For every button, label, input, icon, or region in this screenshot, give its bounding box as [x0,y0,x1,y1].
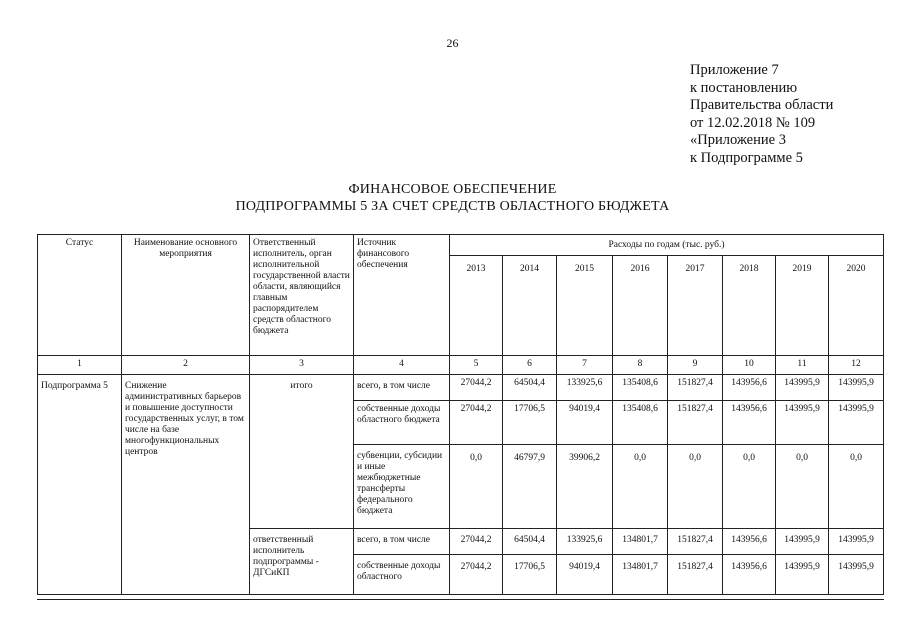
executor-cell: итого [250,375,354,529]
value-cell: 0,0 [668,445,723,529]
value-cell: 143995,9 [776,401,829,445]
header-executor: Ответственный исполнитель, орган исполнительной государственной власти области, являющийся главным распорядителем средств областного бюджета [250,235,354,356]
value-cell: 0,0 [723,445,776,529]
value-cell: 17706,5 [503,401,557,445]
value-cell: 143995,9 [829,529,884,555]
value-cell: 39906,2 [557,445,613,529]
column-number: 8 [613,356,668,375]
header-expenses: Расходы по годам (тыс. руб.) [450,235,884,256]
table-bottom-edge [37,599,884,600]
column-number: 5 [450,356,503,375]
header-year: 2020 [829,256,884,356]
header-year: 2018 [723,256,776,356]
column-number: 9 [668,356,723,375]
appendix-line: «Приложение 3 [690,132,786,148]
value-cell: 0,0 [613,445,668,529]
header-year: 2017 [668,256,723,356]
column-number: 12 [829,356,884,375]
status-cell: Подпрограмма 5 [38,375,122,595]
value-cell: 134801,7 [613,555,668,595]
value-cell: 135408,6 [613,375,668,401]
value-cell: 143956,6 [723,375,776,401]
value-cell: 0,0 [829,445,884,529]
value-cell: 143956,6 [723,555,776,595]
header-year: 2015 [557,256,613,356]
column-number: 10 [723,356,776,375]
value-cell: 27044,2 [450,555,503,595]
value-cell: 133925,6 [557,529,613,555]
value-cell: 17706,5 [503,555,557,595]
value-cell: 64504,4 [503,529,557,555]
page-number: 26 [446,36,459,50]
value-cell: 135408,6 [613,401,668,445]
column-number: 11 [776,356,829,375]
column-number: 3 [250,356,354,375]
finance-table [37,234,884,595]
column-number: 1 [38,356,122,375]
header-year: 2014 [503,256,557,356]
table-row [38,375,884,401]
header-year: 2019 [776,256,829,356]
value-cell: 0,0 [776,445,829,529]
value-cell: 143995,9 [829,401,884,445]
source-cell: собственные доходы областного бюджета [354,401,450,445]
title-line-1: ФИНАНСОВОЕ ОБЕСПЕЧЕНИЕ [348,182,557,197]
value-cell: 94019,4 [557,555,613,595]
title-line-2: ПОДПРОГРАММЫ 5 ЗА СЧЕТ СРЕДСТВ ОБЛАСТНОГО БЮДЖЕТА [235,199,670,214]
source-cell: всего, в том числе [354,529,450,555]
executor-cell: ответственный исполнитель подпрограммы - ДГСиКП [250,529,354,595]
value-cell: 151827,4 [668,375,723,401]
value-cell: 143995,9 [829,375,884,401]
value-cell: 27044,2 [450,401,503,445]
document-title [0,181,905,215]
page-bottom-mask [0,600,905,640]
column-number: 7 [557,356,613,375]
value-cell: 151827,4 [668,555,723,595]
appendix-block [690,62,833,167]
value-cell: 27044,2 [450,375,503,401]
value-cell: 46797,9 [503,445,557,529]
value-cell: 0,0 [450,445,503,529]
column-number: 4 [354,356,450,375]
appendix-line: Правительства области [690,97,834,113]
event-cell: Снижение административных барьеров и повышение доступности государственных услуг, в том числе на базе многофункциональных центров [122,375,250,595]
value-cell: 151827,4 [668,529,723,555]
column-number: 2 [122,356,250,375]
column-number-row [38,356,884,375]
value-cell: 27044,2 [450,529,503,555]
value-cell: 143995,9 [776,529,829,555]
source-cell: всего, в том числе [354,375,450,401]
appendix-line: к Подпрограмме 5 [690,149,803,166]
source-cell: собственные доходы областного [354,555,450,595]
appendix-line: Приложение 7 [690,62,779,78]
value-cell: 64504,4 [503,375,557,401]
column-number: 6 [503,356,557,375]
value-cell: 143956,6 [723,529,776,555]
header-year: 2016 [613,256,668,356]
value-cell: 143995,9 [776,555,829,595]
source-cell: субвенции, субсидии и иные межбюджетные трансферты федерального бюджета [354,445,450,529]
value-cell: 151827,4 [668,401,723,445]
header-year: 2013 [450,256,503,356]
appendix-line: от 12.02.2018 № 109 [690,114,816,131]
appendix-line: к постановлению [690,79,798,96]
value-cell: 134801,7 [613,529,668,555]
value-cell: 143956,6 [723,401,776,445]
header-status: Статус [38,235,122,356]
value-cell: 143995,9 [776,375,829,401]
value-cell: 94019,4 [557,401,613,445]
value-cell: 133925,6 [557,375,613,401]
header-event: Наименование основного мероприятия [122,235,250,356]
header-source: Источник финансового обеспечения [354,235,450,356]
value-cell: 143995,9 [829,555,884,595]
header-row [38,235,884,256]
